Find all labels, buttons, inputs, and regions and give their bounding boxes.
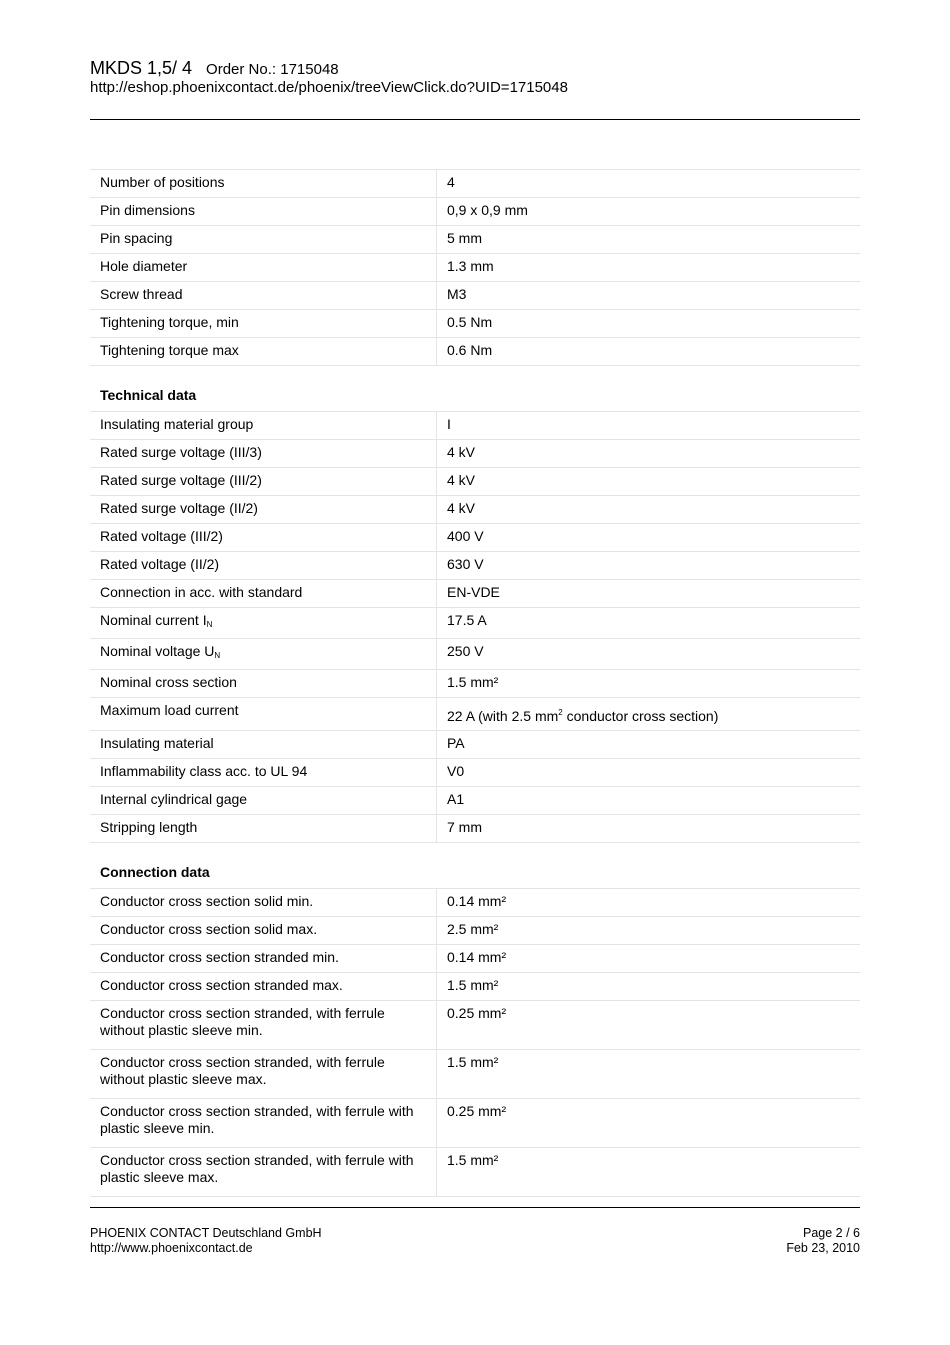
row-value: EN-VDE [447, 584, 500, 600]
product-url[interactable]: http://eshop.phoenixcontact.de/phoenix/treeViewClick.do?UID=1715048 [90, 79, 568, 96]
row-value: 0.25 mm² [447, 1103, 507, 1119]
row-label [90, 608, 437, 638]
table-row [90, 786, 860, 814]
row-label: Conductor cross section stranded min. [90, 945, 437, 972]
page-header [90, 57, 860, 97]
row-value: 0.5 Nm [447, 314, 493, 330]
table-row [90, 309, 860, 337]
row-label: Number of positions [90, 170, 437, 197]
table-row [90, 972, 860, 1000]
row-label: Pin spacing [90, 226, 437, 253]
row-label: Rated voltage (III/2) [90, 524, 437, 551]
page-number: Page 2 / 6 [803, 1226, 860, 1240]
row-value: 4 kV [447, 444, 476, 460]
table-row [90, 337, 860, 365]
row-label: Hole diameter [90, 254, 437, 281]
spec-tables [90, 169, 860, 1197]
row-label: Tightening torque max [90, 338, 437, 365]
row-value: 250 V [447, 643, 484, 659]
table-row [90, 411, 860, 439]
row-label: Screw thread [90, 282, 437, 309]
max-load-value-start: 22 A (with 2.5 mm [447, 708, 559, 724]
nominal-current-subscript: N [206, 620, 213, 629]
table-row [90, 169, 860, 197]
row-value: V0 [447, 763, 465, 779]
row-value: 0.6 Nm [447, 342, 493, 358]
row-value: 7 mm [447, 819, 482, 835]
table-row [90, 579, 860, 607]
max-load-value-end: conductor cross section) [562, 708, 719, 724]
footer-divider [90, 1207, 860, 1208]
table-row [90, 253, 860, 281]
nominal-current-label: Nominal current I [100, 612, 207, 628]
row-label: Pin dimensions [90, 198, 437, 225]
table-row [90, 197, 860, 225]
table-row [90, 523, 860, 551]
row-value: A1 [447, 791, 465, 807]
row-value: 1.5 mm² [447, 1054, 499, 1070]
table-row [90, 758, 860, 786]
section-title-connection: Connection data [100, 864, 210, 880]
table-row [90, 814, 860, 842]
table-row [90, 467, 860, 495]
table-row [90, 730, 860, 758]
row-value [437, 698, 860, 730]
row-label: Inflammability class acc. to UL 94 [90, 759, 437, 786]
row-value: 630 V [447, 556, 484, 572]
nominal-voltage-subscript: N [214, 651, 221, 660]
product-name: MKDS 1,5/ 4 [90, 58, 193, 78]
table-row [90, 944, 860, 972]
row-label: Insulating material group [90, 412, 437, 439]
row-value: PA [447, 735, 465, 751]
row-label: Nominal cross section [90, 670, 437, 697]
row-value: 4 kV [447, 472, 476, 488]
row-label: Conductor cross section stranded, with ferrule with plastic sleeve min. [90, 1099, 437, 1147]
company-website[interactable]: http://www.phoenixcontact.de [90, 1241, 253, 1255]
row-value: 5 mm [447, 230, 482, 246]
table-row [90, 1098, 860, 1147]
row-value: 1.5 mm² [447, 1152, 499, 1168]
row-label: Internal cylindrical gage [90, 787, 437, 814]
row-value: I [447, 416, 451, 432]
row-value: 2.5 mm² [447, 921, 499, 937]
row-label: Maximum load current [90, 698, 437, 730]
order-number: Order No.: 1715048 [206, 61, 339, 78]
row-label: Conductor cross section solid min. [90, 889, 437, 916]
footer-right [786, 1226, 860, 1256]
row-label: Conductor cross section stranded, with ferrule without plastic sleeve min. [90, 1001, 437, 1049]
row-label: Conductor cross section stranded, with ferrule without plastic sleeve max. [90, 1050, 437, 1098]
title-line [90, 57, 860, 79]
row-label [90, 639, 437, 669]
row-value: 4 kV [447, 500, 476, 516]
nominal-voltage-label: Nominal voltage U [100, 643, 215, 659]
row-value: 0.14 mm² [447, 893, 507, 909]
row-label: Rated voltage (II/2) [90, 552, 437, 579]
row-value: 4 [447, 174, 455, 190]
table-row [90, 551, 860, 579]
table-row [90, 439, 860, 467]
row-value: 17.5 A [447, 612, 487, 628]
row-value: 0.14 mm² [447, 949, 507, 965]
row-label: Connection in acc. with standard [90, 580, 437, 607]
row-value: 0,9 x 0,9 mm [447, 202, 528, 218]
technical-table [90, 411, 860, 843]
row-label: Conductor cross section stranded max. [90, 973, 437, 1000]
row-label: Conductor cross section solid max. [90, 917, 437, 944]
connection-table [90, 888, 860, 1197]
row-value: 1.3 mm [447, 258, 494, 274]
section-title-technical: Technical data [100, 387, 197, 403]
footer-left [90, 1226, 322, 1256]
table-row [90, 607, 860, 638]
row-label: Rated surge voltage (II/2) [90, 496, 437, 523]
row-label: Rated surge voltage (III/3) [90, 440, 437, 467]
table-end [90, 1196, 860, 1197]
company-name: PHOENIX CONTACT Deutschland GmbH [90, 1226, 322, 1240]
table-row [90, 669, 860, 697]
table-row [90, 916, 860, 944]
table-row [90, 1049, 860, 1098]
table-row [90, 1000, 860, 1049]
table-row [90, 1147, 860, 1196]
document-date: Feb 23, 2010 [786, 1241, 860, 1255]
row-label: Tightening torque, min [90, 310, 437, 337]
row-value: 1.5 mm² [447, 674, 499, 690]
row-label: Stripping length [90, 815, 437, 842]
row-value: 1.5 mm² [447, 977, 499, 993]
row-value: 400 V [447, 528, 484, 544]
max-load-superscript: 2 [558, 708, 563, 717]
row-value: M3 [447, 286, 467, 302]
table-row [90, 225, 860, 253]
row-value: 0.25 mm² [447, 1005, 507, 1021]
row-label: Insulating material [90, 731, 437, 758]
table-row [90, 697, 860, 730]
row-label: Rated surge voltage (III/2) [90, 468, 437, 495]
row-label: Conductor cross section stranded, with ferrule with plastic sleeve max. [90, 1148, 437, 1196]
table-row [90, 888, 860, 916]
header-divider [90, 119, 860, 120]
general-table [90, 169, 860, 366]
table-row [90, 495, 860, 523]
table-row [90, 281, 860, 309]
table-row [90, 638, 860, 669]
